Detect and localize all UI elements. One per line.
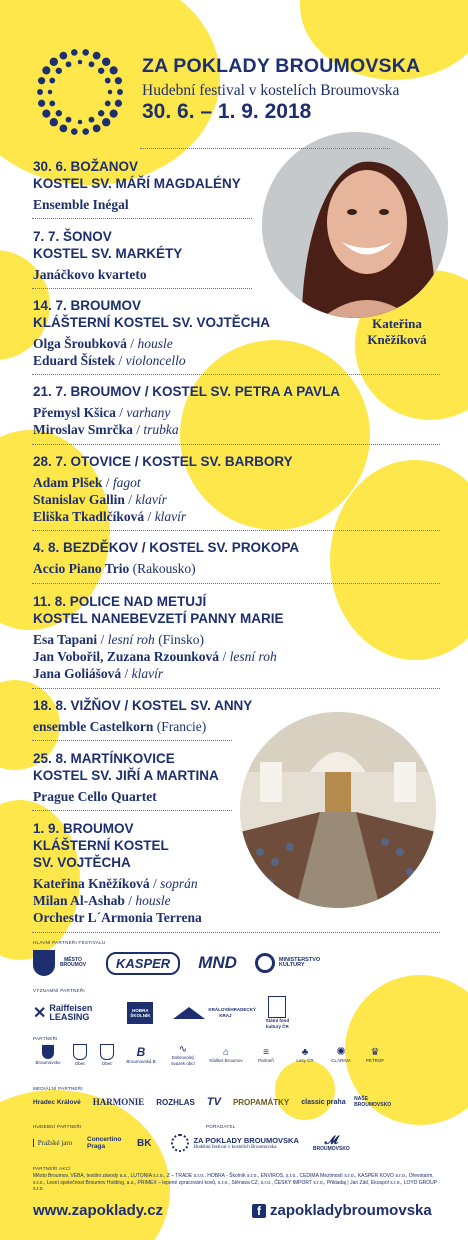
separator xyxy=(32,374,440,375)
performer-name: Accio Piano Trio xyxy=(33,561,130,576)
facebook-handle: zapokladybroumovska xyxy=(270,1202,432,1219)
partner-logo-ministry xyxy=(255,953,319,973)
main-partners-label: HLAVNÍ PARTNEŘI FESTIVALU xyxy=(33,940,106,945)
performer-name: Eduard Šístek xyxy=(33,353,116,368)
partner-logo xyxy=(97,1044,117,1067)
performer-role: violoncello xyxy=(125,353,186,368)
partner-name: HOBRA ŠKOLNÍK xyxy=(130,1007,151,1018)
logo-dot xyxy=(115,77,122,84)
coat-of-arms-icon xyxy=(33,950,55,976)
performer-role: klavír xyxy=(135,492,167,507)
logo-dot xyxy=(71,49,78,56)
logo-dot xyxy=(66,117,72,123)
logo-dot xyxy=(105,101,111,107)
concert-date-place: 18. 8. VIŽŇOV / KOSTEL SV. ANNY xyxy=(33,698,253,713)
concert-date-place: 11. 8. POLICE NAD METUJÍ xyxy=(33,594,207,609)
partner-name: MĚSTO BROUMOV xyxy=(59,956,87,968)
partner-name: BROUMOVSKO xyxy=(312,1146,350,1152)
logo-dot xyxy=(117,89,123,95)
concert-4: 21. 7. BROUMOV / KOSTEL SV. PETRA A PAVLA Přemysl Kšica / varhany Miroslav Smrčka / trubka xyxy=(33,383,443,438)
performer-role: lesní roh xyxy=(229,649,277,664)
partner-logo xyxy=(124,1046,158,1065)
yellow-circle-bottom-mid xyxy=(275,1060,335,1120)
partner-name: MND xyxy=(198,953,237,972)
performer-name: Miroslav Smrčka xyxy=(33,422,133,437)
organizer-subtitle: Hudební festival v kostelích Broumovska xyxy=(193,1145,277,1150)
logo-dot xyxy=(59,124,67,132)
performer-origin: (Finsko) xyxy=(158,632,204,647)
partner-name: Pražské jaro xyxy=(37,1139,73,1147)
media-logo-rozhlas xyxy=(156,1098,195,1107)
raiffeisen-cross-icon: ✕ xyxy=(33,1004,47,1022)
music-partners-label: HUDEBNÍ PARTNEŘI xyxy=(33,1124,82,1129)
logo-dot xyxy=(82,49,89,56)
concert-venue: KOSTEL SV. MARKÉTY xyxy=(33,246,183,261)
concert-6 xyxy=(33,539,443,577)
media-logo-propamatky xyxy=(233,1098,289,1107)
music-logo-concertino xyxy=(87,1136,123,1150)
performer-name: Orchestr L´Armonia Terrena xyxy=(33,910,202,925)
concert-venue-2: SV. VOJTĚCHA xyxy=(33,855,131,870)
festival-title: ZA POKLADY BROUMOVSKA xyxy=(142,55,421,77)
festival-logo-icon xyxy=(30,42,130,142)
ministry-circle-icon xyxy=(255,953,275,973)
performer-role: fagot xyxy=(112,475,141,490)
logo-dot xyxy=(50,118,58,126)
partner-name: TV xyxy=(206,1096,221,1108)
performer-origin: (Francie) xyxy=(156,719,207,734)
concert-5: 28. 7. OTOVICE / KOSTEL SV. BARBORY Adam Plšek / fagot Stanislav Gallin / klavír Eliška Tkadlčíková / klavír xyxy=(33,453,443,525)
concert-venue: KOSTEL SV. MÁŘÍ MAGDALÉNY xyxy=(33,176,241,191)
partners-row xyxy=(33,1044,390,1067)
logo-dot xyxy=(66,61,72,67)
performer-name: Olga Šroubková xyxy=(33,336,127,351)
partner-name: classic praha xyxy=(301,1098,346,1106)
music-logo-prazske-jaro xyxy=(33,1139,73,1147)
partner-name: MINISTERSTVO KULTURY xyxy=(278,956,321,968)
logo-dot xyxy=(98,110,104,116)
performer-name: ensemble Castelkorn xyxy=(33,719,154,734)
partner-name: Obec xyxy=(74,1061,86,1066)
separator xyxy=(32,530,440,531)
partner-name: Klášter Broumov xyxy=(209,1058,243,1063)
broumovsko-m-icon: 𝓜 xyxy=(324,1133,339,1147)
separator xyxy=(32,444,440,445)
partner-name: Státní fond kultury ČR xyxy=(265,1018,290,1029)
logo-dot xyxy=(49,78,55,84)
logo-dot xyxy=(108,90,112,94)
media-logo-tv xyxy=(207,1096,221,1108)
logo-dot xyxy=(110,110,118,118)
logo-dot xyxy=(98,68,104,74)
tree-icon: ♣ xyxy=(301,1047,309,1058)
partner-name: Raiffeisen LEASING xyxy=(49,1002,93,1022)
organizer-logo xyxy=(171,1134,298,1152)
performer-origin: (Rakousko) xyxy=(132,561,196,576)
separator xyxy=(32,740,232,741)
festival-subtitle: Hudební festival v kostelích Broumovska xyxy=(142,82,400,99)
event-partners-text: Město Broumov, VEBA, textilní závody a.s., LUTONIA s.r.o., Z – TRADE s.r.o., HOBRA - Školník s.r.o., ENVIROS, s.r.o., CEDIMA Mezimostí s.r.o., KASPER KOVO s.r.o., Dřevotarm, s.r.o., Lesní společnost Broumov Holding, a.s., PRIMEX – lepené zpracování kovů, s.r.o., Stěnava CZ, s.r.o., ČESKÝ IMPORT s.r.o., Přikladaj | Jan Zátí, Ekospol s.r.o., LOYD GROUP s.r.o. xyxy=(33,1173,437,1192)
performer-role: housle xyxy=(135,893,171,908)
organizer-label: POŘADATEL xyxy=(206,1124,236,1129)
separator xyxy=(140,148,390,149)
crest-icon xyxy=(73,1044,87,1060)
partner-name: Lesy ČR xyxy=(296,1058,314,1063)
concert-date-place: 7. 7. ŠONOV xyxy=(33,229,112,244)
partner-name: NAŠE BROUMOVSKO xyxy=(354,1096,392,1108)
performer-name: Adam Plšek xyxy=(33,475,103,490)
performer-name: Kateřina Kněžíková xyxy=(33,876,150,891)
klaster-icon: ⌂ xyxy=(222,1047,230,1058)
concert-venue: KOSTEL NANEBEVZETÍ PANNY MARIE xyxy=(33,611,284,626)
logo-dot xyxy=(38,77,45,84)
crest-icon xyxy=(100,1044,114,1060)
partner-name: Broumovská B xyxy=(126,1059,156,1064)
festival-logo-small-icon xyxy=(171,1134,189,1152)
performer-name: Jan Vobořil, Zuzana Rzounková xyxy=(33,649,220,664)
partner-name: Obec xyxy=(101,1061,113,1066)
logo-dot xyxy=(50,58,58,66)
crown-icon: ♛ xyxy=(370,1047,380,1058)
logo-dot xyxy=(93,52,101,60)
performer-role: klavír xyxy=(154,509,187,524)
concert-3: 14. 7. BROUMOV KLÁŠTERNÍ KOSTEL SV. VOJTĚCHA Olga Šroubková / housle Eduard Šístek / violoncello xyxy=(33,297,443,369)
logo-dot xyxy=(102,118,110,126)
logo-dot xyxy=(49,101,55,107)
partner-logo xyxy=(208,1047,244,1064)
logo-dot xyxy=(89,61,95,67)
partner-name: KRÁLOVÉHRADECKÝ KRAJ xyxy=(208,1007,256,1018)
logo-dot xyxy=(59,52,67,60)
performer-name: Janáčkovo kvarteto xyxy=(33,267,147,282)
performer-name: Ensemble Inégal xyxy=(33,197,129,212)
logo-dot xyxy=(82,128,89,135)
partner-logo xyxy=(360,1047,390,1064)
performer-role: klavír xyxy=(131,666,164,681)
significant-partners-row xyxy=(33,996,292,1029)
partner-name: PETROF xyxy=(365,1058,385,1063)
partner-name: KASPER xyxy=(116,955,171,971)
significant-partners-label: VÝZNAMNÍ PARTNEŘI xyxy=(33,988,85,993)
organizer-name: ZA POKLADY BROUMOVSKA xyxy=(193,1136,299,1145)
wave-icon: ∿ xyxy=(178,1044,188,1056)
concert-9 xyxy=(33,750,443,805)
concert-venue: KOSTEL SV. JIŘÍ A MARTINA xyxy=(33,768,219,783)
partner-logo-broumov xyxy=(33,950,88,976)
b-logo-icon: B xyxy=(136,1045,146,1059)
partner-name: PROPAMÁTKY xyxy=(232,1097,290,1107)
logo-dot xyxy=(38,100,45,107)
concert-1 xyxy=(33,158,443,213)
organizer-logo-broumovsko xyxy=(313,1134,350,1152)
performer-role: soprán xyxy=(160,876,198,891)
clarina-star-icon: ✺ xyxy=(336,1046,346,1058)
partner-name: Partneři xyxy=(258,1058,274,1063)
logo-dot xyxy=(105,78,111,84)
music-logo-bk xyxy=(137,1138,151,1149)
concert-date-place: 25. 8. MARTÍNKOVICE xyxy=(33,751,175,766)
partner-name: Dobrovolný svazek obcí xyxy=(171,1055,195,1066)
separator xyxy=(32,218,252,219)
festival-dates: 30. 6. – 1. 9. 2018 xyxy=(142,100,312,123)
separator xyxy=(32,810,232,811)
concert-date-place: 1. 9. BROUMOV xyxy=(33,821,134,836)
partners-label: PARTNEŘI xyxy=(33,1036,58,1041)
partner-name: Hradec Králové xyxy=(33,1098,81,1106)
separator xyxy=(32,688,440,689)
performer-name: Přemysl Kšica xyxy=(33,405,116,420)
media-partners-row xyxy=(33,1096,392,1108)
music-partners-row xyxy=(33,1134,350,1152)
logo-dot xyxy=(115,100,122,107)
partner-name: Concertino Praga xyxy=(87,1136,122,1150)
concert-venue: KLÁŠTERNÍ KOSTEL xyxy=(33,838,169,853)
logo-dot xyxy=(42,110,50,118)
media-logo-hk xyxy=(33,1099,81,1106)
crest-icon xyxy=(42,1045,54,1059)
concert-8 xyxy=(33,697,443,735)
concert-7: 11. 8. POLICE NAD METUJÍ KOSTEL NANEBEVZETÍ PANNY MARIE Esa Tapani / lesní roh (Finsko) Jan Vobořil, Zuzana Rzounková / lesní roh Jana Goliášová / klavír xyxy=(33,593,443,682)
performer-name: Stanislav Gallin xyxy=(33,492,125,507)
stripes-icon: ≡ xyxy=(263,1047,269,1058)
lion-crest-icon xyxy=(268,996,286,1018)
logo-dot xyxy=(56,68,62,74)
partner-name: ROZHLAS xyxy=(156,1097,195,1107)
partner-logo-mnd xyxy=(198,953,237,973)
portrait-caption-line1: Kateřina xyxy=(372,316,422,331)
partner-logo xyxy=(33,1045,63,1066)
performer-role: lesní roh xyxy=(107,632,155,647)
kraj-arrow-icon xyxy=(173,1007,205,1019)
event-partners-label: PARTNEŘI AKCÍ xyxy=(33,1166,71,1171)
website-link[interactable]: www.zapoklady.cz xyxy=(33,1202,164,1219)
partner-logo-hobra xyxy=(127,1002,153,1024)
separator xyxy=(32,932,440,933)
logo-dot xyxy=(78,120,82,124)
separator xyxy=(32,583,440,584)
partner-logo-kasper xyxy=(106,952,180,975)
logo-dot xyxy=(93,124,101,132)
partner-logo-sfk xyxy=(262,996,292,1029)
concert-date-place: 4. 8. BEZDĚKOV / KOSTEL SV. PROKOPA xyxy=(33,540,300,555)
partner-name: HARMONIE xyxy=(92,1097,145,1107)
performer-name: Prague Cello Quartet xyxy=(33,789,157,804)
performer-role: housle xyxy=(137,336,173,351)
performer-name: Milan Al-Ashab xyxy=(33,893,125,908)
performer-role: varhany xyxy=(126,405,171,420)
partner-name: CLARINA xyxy=(331,1058,351,1063)
partner-name: BK xyxy=(137,1137,152,1149)
partner-logo xyxy=(251,1047,281,1064)
performer-name: Eliška Tkadlčíková xyxy=(33,509,145,524)
logo-dot xyxy=(37,89,43,95)
concert-date-place: 14. 7. BROUMOV xyxy=(33,298,142,313)
concert-venue: KLÁŠTERNÍ KOSTEL SV. VOJTĚCHA xyxy=(33,315,271,330)
media-logo-harmonie xyxy=(93,1097,145,1107)
performer-name: Esa Tapani xyxy=(33,632,98,647)
performer-role: trubka xyxy=(143,422,179,437)
concert-10: 1. 9. BROUMOV KLÁŠTERNÍ KOSTEL SV. VOJTĚCHA Kateřina Kněžíková / soprán Milan Al-Ashab / housle Orchestr L´Armonia Terrena xyxy=(33,820,443,926)
partner-logo xyxy=(165,1044,201,1066)
concert-date-place: 28. 7. OTOVICE / KOSTEL SV. BARBORY xyxy=(33,454,293,469)
separator xyxy=(32,288,252,289)
facebook-link[interactable] xyxy=(252,1202,432,1219)
logo-dot xyxy=(42,66,50,74)
partner-name: Broumovsko xyxy=(35,1060,61,1065)
logo-dot xyxy=(89,117,95,123)
partner-logo-kraj xyxy=(173,1007,256,1019)
logo-dot xyxy=(110,66,118,74)
performer-name: Jana Goliášová xyxy=(33,666,122,681)
logo-dot xyxy=(71,128,78,135)
logo-dot xyxy=(48,90,52,94)
media-logo-nase-broumovsko xyxy=(354,1096,392,1108)
concert-2 xyxy=(33,228,443,283)
facebook-icon: f xyxy=(252,1204,266,1218)
concert-date-place: 21. 7. BROUMOV / KOSTEL SV. PETRA A PAVLA xyxy=(33,384,341,399)
logo-dot xyxy=(102,58,110,66)
logo-dot xyxy=(56,110,62,116)
logo-dot xyxy=(78,60,82,64)
media-partners-label: MEDIÁLNÍ PARTNEŘI xyxy=(33,1086,83,1091)
partner-logo xyxy=(288,1047,322,1064)
partner-logo xyxy=(329,1047,353,1064)
partner-logo xyxy=(70,1044,90,1067)
media-logo-classic xyxy=(301,1099,345,1106)
concert-date-place: 30. 6. BOŽANOV xyxy=(33,159,139,174)
partner-logo-raiffeisen xyxy=(33,1003,107,1023)
main-partners-row xyxy=(33,950,319,976)
portrait-caption-line2: Kněžíková xyxy=(367,332,427,347)
